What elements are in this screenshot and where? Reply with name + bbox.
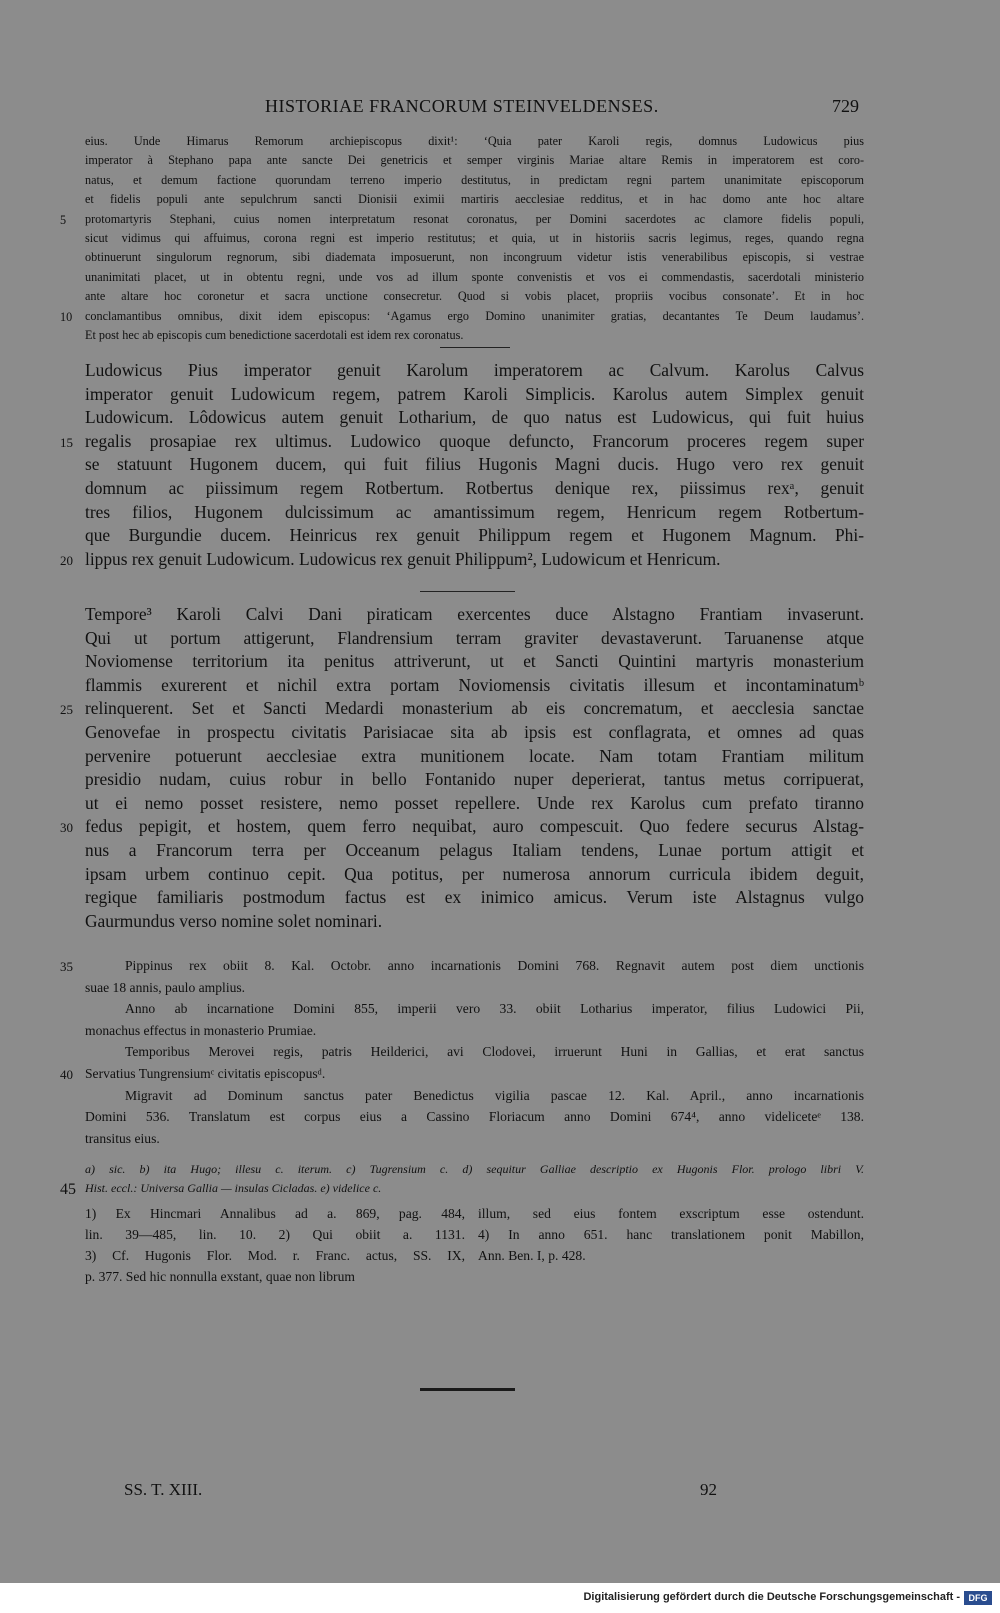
- text-line: nus a Francorum terra per Occeanum pelagus Italiam tendens, Lunae portum attigit et: [85, 840, 864, 860]
- text-line: ante altare hoc coronetur et sacra unctione consecretur. Quod si vobis placet, propriis vocibus consonate’. Et in hoc: [85, 289, 864, 304]
- footnote-line: illum, sed eius fontem exscriptum esse ostendunt.: [478, 1206, 864, 1221]
- running-title: HISTORIAE FRANCORUM STEINVELDENSES.: [265, 96, 659, 116]
- text-line: eius. Unde Himarus Remorum archiepiscopus dixit¹: ‘Quia pater Karoli regis, domnus Ludowicus pius: [85, 134, 864, 148]
- text-line: Genovefae in prospectu civitatis Parisiacae sita ab ipsis est conflagrata, et omnes ad quas: [85, 722, 864, 742]
- text-line: domnum ac piissimum regem Rotbertum. Rotbertus denique rex, piissimus rexᵃ, genuit: [85, 478, 864, 498]
- text-line: relinquerent. Set et Sancti Medardi monasterium ab eis concrematum, et aecclesia sanctae: [85, 698, 864, 719]
- digitization-bar: [0, 1583, 1000, 1613]
- text-line: Qui ut portum attigerunt, Flandrensium terram graviter devastaverunt. Taruanense atque: [85, 627, 864, 648]
- text-line: Temporibus Merovei regis, patris Heilderici, avi Clodovei, irruerunt Huni in Gallias, et erat sanctus: [125, 1044, 864, 1060]
- text-line: imperator à Stephano papa ante sancte Dei genetricis et semper virginis Mariae altare Remis in imperatorem est coro-: [85, 153, 864, 168]
- text-line: que Burgundie ducem. Heinricus rex genuit Philippum regem et Hugonem Magnum. Phi-: [85, 525, 864, 546]
- text-line: Tempore³ Karoli Calvi Dani piraticam exercentes duce Alstagno Frantiam invaserunt.: [85, 604, 864, 624]
- line-number: 30: [60, 820, 73, 836]
- footnote-line: 4) In anno 651. hanc translationem ponit Mabillon,: [478, 1227, 864, 1242]
- text-line: suae 18 annis, paulo amplius.: [85, 979, 246, 995]
- footnote-line: p. 377. Sed hic nonnulla exstant, quae non librum: [85, 1269, 355, 1284]
- section-divider: [420, 591, 515, 592]
- line-number: 35: [60, 959, 73, 974]
- line-number: 10: [60, 309, 73, 324]
- line-number: 20: [60, 552, 73, 568]
- footnote-line: Ann. Ben. I, p. 428.: [478, 1248, 586, 1263]
- text-line: Ludowicus Pius imperator genuit Karolum imperatorem ac Calvum. Karolus Calvus: [85, 360, 864, 380]
- text-line: Gaurmundus verso nomine solet nominari.: [85, 910, 383, 931]
- footnote-line: 1) Ex Hincmari Annalibus ad a. 869, pag. 484,: [85, 1206, 465, 1221]
- text-line: natus, et demum factione quorundam terreno imperio destitutus, in predictam regni partem unanimitate episcoporum: [85, 172, 864, 187]
- text-line: tres filios, Hugonem dulcissimum ac amantissimum regem, Henricum regem Rotbertum-: [85, 501, 864, 522]
- text-line: transitus eius.: [85, 1130, 160, 1146]
- running-header: [0, 96, 1000, 126]
- text-line: protomartyris Stephani, cuius nomen interpretatum resonat coronatus, per Domini sacerdotes ac clamore fidelis populi,: [85, 211, 864, 226]
- line-number: 25: [60, 702, 73, 718]
- digitization-credit: Digitalisierung gefördert durch die Deutsche Forschungsgemeinschaft -: [583, 1591, 960, 1603]
- text-line: imperator genuit Ludowicum regem, patrem Karoli Simplicis. Karolus autem Simplex genuit: [85, 383, 864, 404]
- text-line: ut ei nemo posset resistere, nemo posset repellere. Unde rex Karolus cum prefato tiranno: [85, 792, 864, 813]
- text-line: regalis prosapiae rex ultimus. Ludowico quoque defuncto, Francorum proceres regem super: [85, 430, 864, 451]
- text-line: se statuunt Hugonem ducem, qui fuit filius Hugonis Magni ducis. Hugo vero rex genuit: [85, 454, 864, 475]
- line-number: 45: [60, 1181, 76, 1198]
- text-line: pervenire potuerunt aecclesiae extra munitionem locate. Nam totam Frantiam militum: [85, 745, 864, 766]
- section-divider: [440, 347, 510, 348]
- text-line: et fidelis populi ante sepulchrum sancti Dionisii eximii martiris aecclesiae redditus, et in hac domo ante hoc altare: [85, 192, 864, 207]
- text-line: sicut vidimus qui affuimus, corona regni est imperio restitutus; et quia, ut in historiis sacris legimus, reges, quando regna: [85, 231, 864, 245]
- text-line: lippus rex genuit Ludowicum. Ludowicus rex genuit Philippum², Ludowicum et Henricum.: [85, 548, 721, 569]
- text-line: presidio nudam, cuius robur in bello Fontanido nuper deperierat, tantus metus corripuerat,: [85, 769, 864, 790]
- page-number: 729: [832, 96, 859, 116]
- footnote-line: 3) Cf. Hugonis Flor. Mod. r. Franc. actus, SS. IX,: [85, 1248, 465, 1263]
- text-line: Pippinus rex obiit 8. Kal. Octobr. anno incarnationis Domini 768. Regnavit autem post diem unctionis: [125, 958, 864, 973]
- text-line: Domini 536. Translatum est corpus eius a Cassino Floriacum anno Domini 674⁴, anno videliceteᵉ 138.: [85, 1109, 864, 1125]
- line-number: 40: [60, 1067, 73, 1082]
- text-line: ipsam urbem continuo cepit. Qua potitus, per numerosa annorum curricula ibidem deguit,: [85, 863, 864, 884]
- text-line: flammis exurerent et nichil extra portam Noviomensis civitatis illesum et incontaminatumᵇ: [85, 674, 864, 695]
- dfg-logo: DFG: [964, 1591, 992, 1605]
- text-line: Anno ab incarnatione Domini 855, imperii vero 33. obiit Lotharius imperator, filius Ludowici Pii,: [125, 1001, 864, 1017]
- signature-mark: SS. T. XIII.: [124, 1480, 203, 1499]
- text-line: a) sic. b) ita Hugo; illesu c. iterum. c) Tugrensium c. d) sequitur Galliae descriptio ex Hugonis Flor. prologo libri V.: [85, 1162, 864, 1176]
- text-line: monachus effectus in monasterio Prumiae.: [85, 1022, 317, 1038]
- text-line: Ludowicum. Lôdowicus autem genuit Lotharium, de quo natus est Ludowicus, qui fuit huius: [85, 407, 864, 428]
- text-line: Servatius Tungrensiumᶜ civitatis episcopusᵈ.: [85, 1066, 326, 1081]
- text-line: Hist. eccl.: Universa Gallia — insulas Cicladas. e) videlice c.: [85, 1181, 382, 1195]
- sheet-number: 92: [700, 1480, 717, 1499]
- line-number: 5: [60, 212, 67, 227]
- text-line: fedus pepigit, et hostem, quem ferro nequibat, auro compescuit. Quo federe securus Alstag-: [85, 816, 864, 837]
- line-number: 15: [60, 434, 73, 450]
- text-line: Noviomense territorium ita penitus attriverunt, ut et Sancti Quintini martyris monasterium: [85, 651, 864, 672]
- footnote-line: lin. 39—485, lin. 10. 2) Qui obiit a. 1131.: [85, 1227, 465, 1242]
- text-line: regique familiaris postmodum factus est ex inimico amicus. Verum iste Alstagnus vulgo: [85, 887, 864, 908]
- text-line: obtinuerunt singulorum regnorum, sibi diademata imposuerunt, non incongruum videtur istis venerabilibus episcopis, si vestrae: [85, 250, 864, 265]
- text-line: Migravit ad Dominum sanctus pater Benedictus vigilia pascae 12. Kal. April., anno incarnationis: [125, 1087, 864, 1103]
- printer-mark: [420, 1388, 515, 1391]
- text-line: conclamantibus omnibus, dixit idem episcopus: ‘Agamus ergo Domino unanimiter gratias, decantantes Te Deum laudamus’.: [85, 308, 864, 323]
- text-line: Et post hec ab episcopis cum benedictione sacerdotali est idem rex coronatus.: [85, 328, 464, 342]
- text-line: unanimitati placet, ut in obtentu regni, unde vos ad illum sponte convenistis et vos ei commendastis, sacerdotali ministerio: [85, 269, 864, 284]
